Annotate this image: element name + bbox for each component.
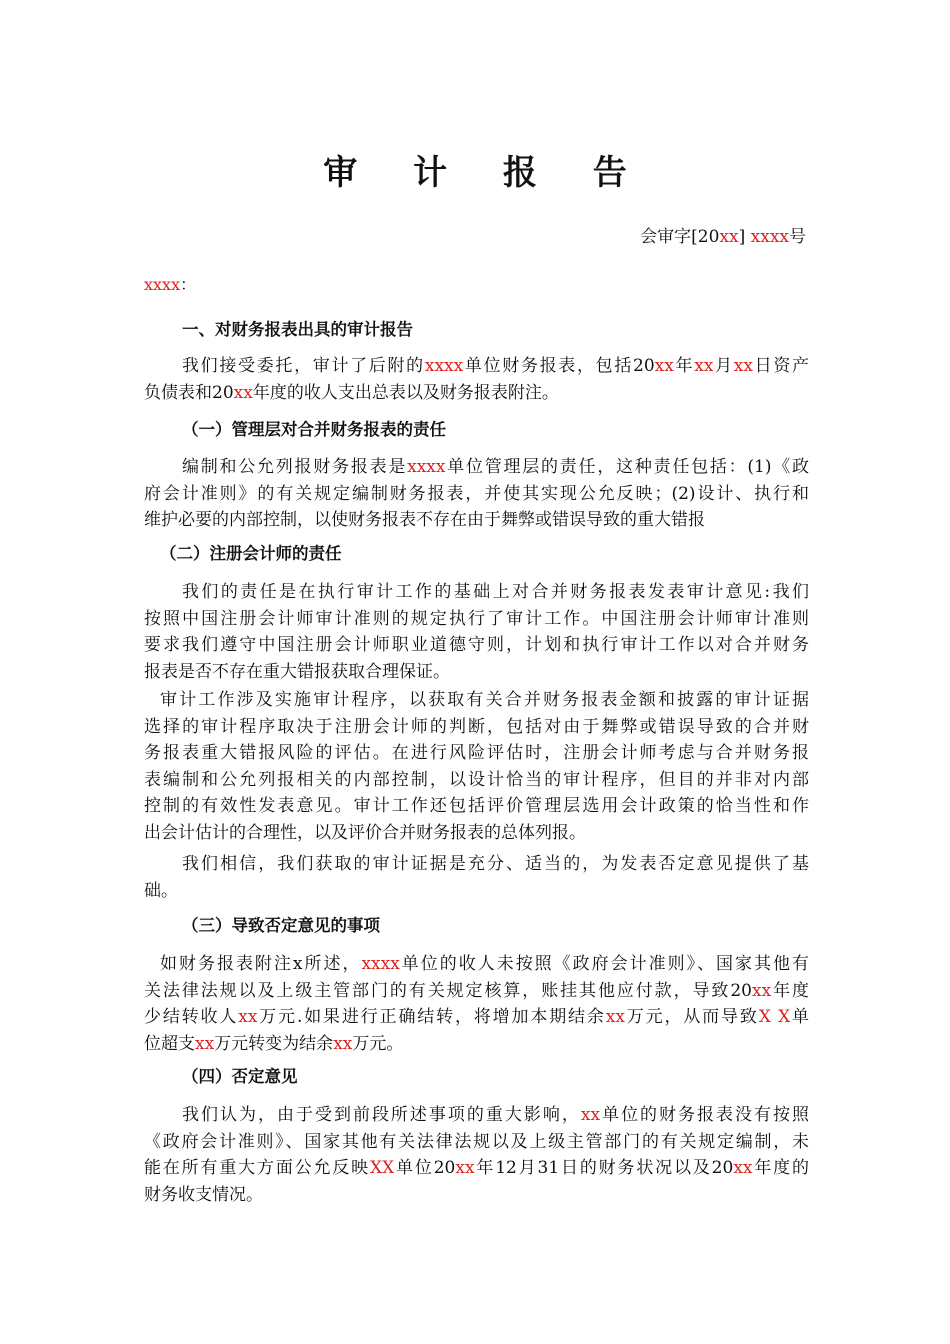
paragraph-7: 我们认为，由于受到前段所述事项的重大影响，xx单位的财务报表没有按照 《政府会计准则》、国家其他有关法律法规以及上级主管部门的有关规定编制，未 能在所有重大方面公允反映XX单位20xx年12月31日的财务状况以及20xx年度的 财务收支情况。 [144,1105,810,1205]
section-heading-5: （四）否定意见 [182,1067,298,1086]
section-heading-2: （一）管理层对合并财务报表的责任 [182,420,446,439]
section-heading-4: （三）导致否定意见的事项 [182,916,380,935]
section-heading-1: 一、对财务报表出具的审计报告 [182,320,413,339]
paragraph-3: 我们的责任是在执行审计工作的基础上对合并财务报表发表审计意见:我们 按照中国注册会计师审计准则的规定执行了审计工作。中国注册会计师审计准则 要求我们遵守中国注册会计师职业道德守则，计划和执行审计工作以对合并财务 报表是否不存在重大错报获取合理保证。 [144,582,809,682]
section-heading-3: （二）注册会计师的责任 [160,544,342,563]
document-number: 会审字[20xx] xxxx号 [640,227,806,247]
paragraph-5: 我们相信，我们获取的审计证据是充分、适当的，为发表否定意见提供了基 础。 [144,854,809,901]
paragraph-2: 编制和公允列报财务报表是xxxx单位管理层的责任，这种责任包括：(1)《政 府会计准则》的有关规定编制财务报表，并使其实现公允反映；(2)设计、执行和 维护必要的内部控制，以使财务报表不存在由于舞弊或错误导致的重大错报 [144,457,809,530]
paragraph-6: 如财务报表附注x所述，xxxx单位的收人未按照《政府会计准则》、国家其他有 关法律法规以及上级主管部门的有关规定核算，账挂其他应付款，导致20xx年度 少结转收人xx万元.如果进行正确结转，将增加本期结余xx万元，从而导致X X单 位超支xx万元转变为结余xx万元。 [144,954,810,1054]
paragraph-4: 审计工作涉及实施审计程序，以获取有关合并财务报表金额和披露的审计证据 选择的审计程序取决于注册会计师的判断，包括对由于舞弊或错误导致的合并财 务报表重大错报风险的评估。在进行风险评估时，注册会计师考虑与合并财务报 表编制和公允列报相关的内部控制，以设计恰当的审计程序，但目的并非对内部 控制的有效性发表意见。审计工作还包括评价管理层选用会计政策的恰当性和作 出会计估计的合理性，以及评价合并财务报表的总体列报。 [144,690,809,843]
paragraph-1: 我们接受委托，审计了后附的xxxx单位财务报表，包括20xx年xx月xx日资产 负债表和20xx年度的收人支出总表以及财务报表附注。 [144,356,810,403]
addressee: xxxx： [144,275,197,294]
page-title: 审 计 报 告 [323,153,649,193]
